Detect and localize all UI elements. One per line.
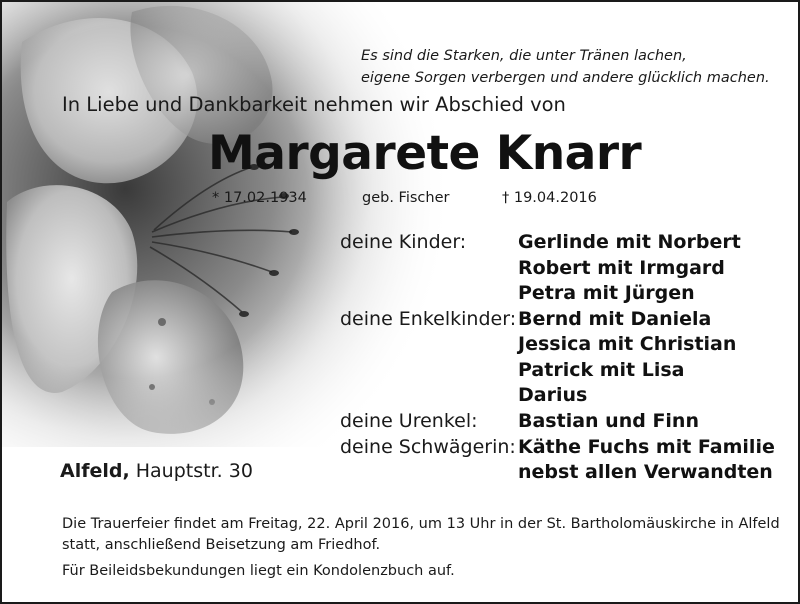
address bbox=[60, 460, 253, 482]
deceased-name: Margarete Knarr bbox=[208, 126, 642, 181]
intro-line: In Liebe und Dankbarkeit nehmen wir Abschied von bbox=[62, 93, 566, 116]
mourner-name: Käthe Fuchs mit Familie bbox=[518, 436, 775, 458]
mourner-name: Robert mit Irmgard bbox=[518, 257, 725, 279]
mourner-name: nebst allen Verwandten bbox=[518, 461, 773, 483]
quote-line-2: eigene Sorgen verbergen und andere glücklich machen. bbox=[361, 70, 770, 86]
mourner-name: Petra mit Jürgen bbox=[518, 282, 695, 304]
birth-date: * 17.02.1934 bbox=[212, 190, 307, 206]
relation-children: deine Kinder: bbox=[340, 231, 467, 253]
mourner-name: Darius bbox=[518, 384, 588, 406]
condolence-note: Für Beileidsbekundungen liegt ein Kondolenzbuch auf. bbox=[62, 563, 455, 579]
maiden-name: geb. Fischer bbox=[362, 190, 450, 206]
mourner-name: Gerlinde mit Norbert bbox=[518, 231, 741, 253]
mourner-name: Patrick mit Lisa bbox=[518, 359, 685, 381]
quote-line-1: Es sind die Starken, die unter Tränen lachen, bbox=[361, 48, 687, 64]
relation-grandchildren: deine Enkelkinder: bbox=[340, 308, 517, 330]
relation-sister-in-law: deine Schwägerin: bbox=[340, 436, 516, 458]
death-date: † 19.04.2016 bbox=[502, 190, 597, 206]
mourner-name: Bastian und Finn bbox=[518, 410, 699, 432]
quote bbox=[361, 45, 770, 89]
address-town: Alfeld, bbox=[60, 460, 130, 482]
relation-great-grandchildren: deine Urenkel: bbox=[340, 410, 478, 432]
address-street: Hauptstr. 30 bbox=[135, 460, 253, 482]
mourner-name: Jessica mit Christian bbox=[518, 333, 737, 355]
funeral-info-line-2: statt, anschließend Beisetzung am Friedhof. bbox=[62, 537, 381, 553]
funeral-info-line-1: Die Trauerfeier findet am Freitag, 22. April 2016, um 13 Uhr in der St. Bartholomäuskirche in Alfeld bbox=[62, 516, 780, 532]
mourner-name: Bernd mit Daniela bbox=[518, 308, 712, 330]
